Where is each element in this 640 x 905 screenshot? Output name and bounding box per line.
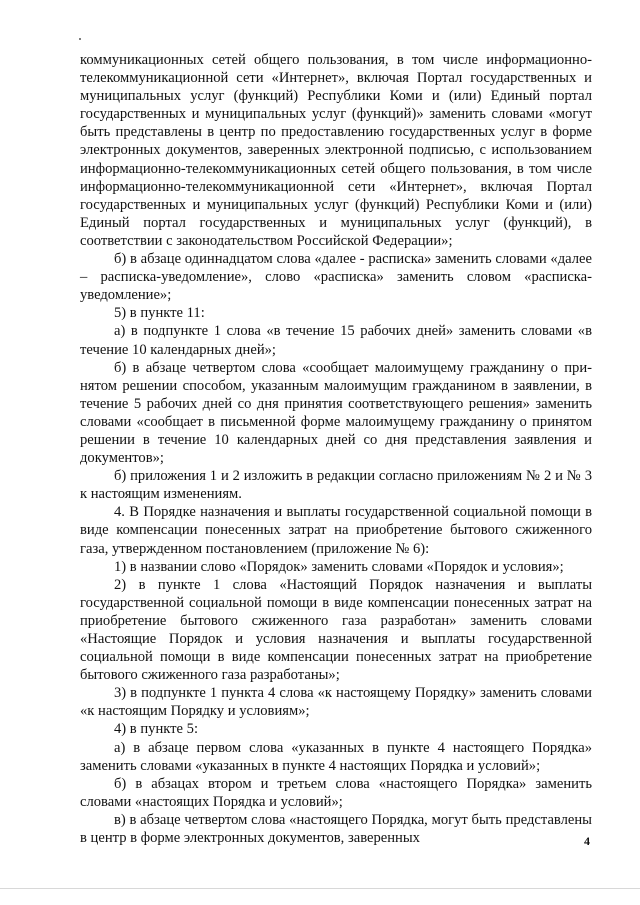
- paragraph-subitem-a-first-indent: а) в абзаце первом слова «указанных в пункте 4 настоящего Порядка» заменить словами «указанных в пункте 4 настоящих Порядка и условий»;: [80, 739, 592, 774]
- paragraph-item-2-point-1: 2) в пункте 1 слова «Настоящий Порядок назначения и выплаты государственной социальной помощи в виде компенсации понесенных затрат на приобретение бытового сжиженного газа разработан» заменить словами «Настоящие Порядок и условия назначения и выплаты государственной социальной помощи в виде компенсации понесенных затрат на приобретение бытового сжиженного газа разработаны»;: [80, 576, 592, 684]
- paragraph-subitem-b-second-third-indent: б) в абзацах втором и третьем слова «настоящего Порядка» заменить словами «настоящих Порядка и условий»;: [80, 775, 592, 810]
- document-body: [80, 51, 592, 847]
- paragraph-section-4: 4. В Порядке назначения и выплаты государственной социальной помощи в виде компенсации понесенных затрат на приобретение бытового сжиженного газа, утвержденном постановлением (приложение № 6):: [80, 504, 592, 557]
- paragraph-subitem-b-appendices: б) приложения 1 и 2 изложить в редакции согласно приложениям № 2 и № 3 к настоящим изменениям.: [80, 468, 592, 503]
- paragraph-subitem-a-subpoint-1: а) в подпункте 1 слова «в течение 15 рабочих дней» заменить словами «в течение 10 календарных дней»;: [80, 323, 592, 358]
- scan-bottom-edge: [0, 888, 640, 889]
- paragraph-subitem-v-fourth-indent: в) в абзаце четвертом слова «настоящего Порядка, могут быть представлены в центр в форме электронных документов, заверенных: [80, 811, 592, 847]
- paragraph-item-1-title: 1) в названии слово «Порядок» заменить словами «Порядок и условия»;: [114, 558, 564, 575]
- page-number: 4: [584, 834, 590, 848]
- paragraph-subitem-b-eleventh-indent: б) в абзаце одиннадцатом слова «далее - расписка» заменить словами «далее – расписка-уведомление», слово «расписка» заменить словом «расписка-уведомление»;: [80, 251, 592, 304]
- paragraph-continuation: коммуникационных сетей общего пользования, в том числе информационно-телекоммуникационной сети «Интернет», включая Портал государственных и муниципальных услуг (функций) Республики Коми и (или) Единый портал государственных и муниципальных услуг (функций)» заменить словами «могут быть представлены в центр по предоставлению государственных услуг в форме электронных документов, заверенных электронной подписью, с использованием информационно-телекоммуникационных сетей общего пользования, в том числе информационно-телекоммуникационной сети «Интернет», включая Портал государственных и муниципальных услуг (функций) Республики Коми и (или) Единый портал государственных и муниципальных услуг (функций), в соответствии с законодательством Российской Федерации»;: [80, 52, 592, 249]
- paragraph-item-5-point-11: 5) в пункте 11:: [114, 305, 205, 322]
- paragraph-item-4-point-5: 4) в пункте 5:: [114, 721, 199, 738]
- scan-artifact-dot: [79, 38, 81, 40]
- paragraph-item-3-point-4: 3) в подпункте 1 пункта 4 слова «к настоящему Порядку» заменить словами «к настоящим Порядку и условиям»;: [80, 685, 592, 720]
- paragraph-subitem-b-fourth-indent: б) в абзаце четвертом слова «сообщает малоимущему гражданину о принятом решении способом, указанным малоимущим гражданином в заявлении, в течение 5 рабочих дней со дня принятия соответствующего решения» заменить словами «сообщает в письменной форме малоимущему гражданину о принятом решении в течение 10 календарных дней со дня представления заявления и документов»;: [80, 359, 592, 467]
